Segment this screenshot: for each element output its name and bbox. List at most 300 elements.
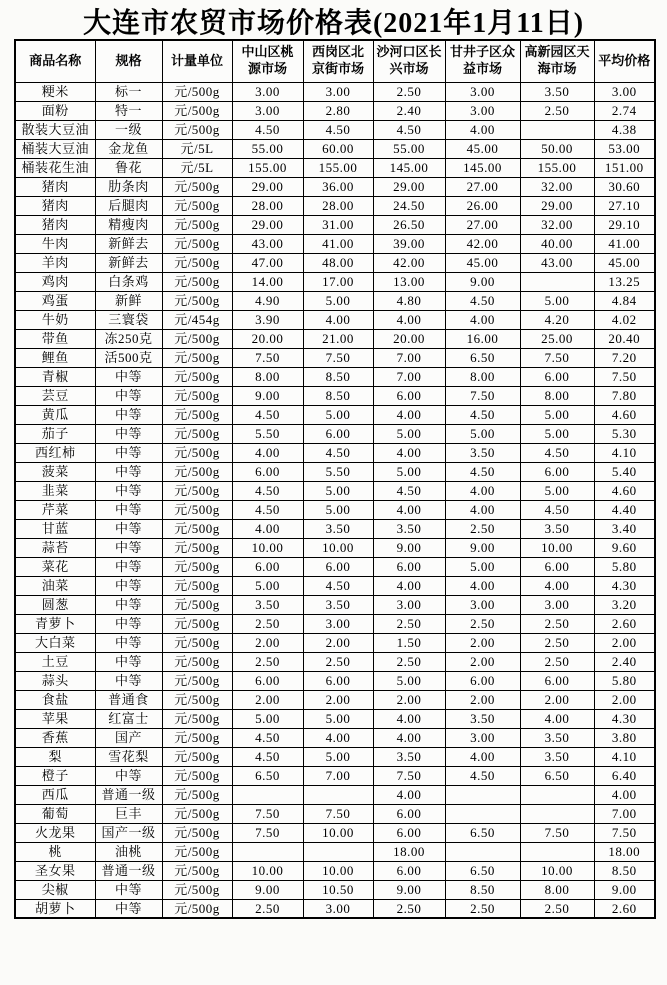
price-cell: 3.00 (445, 728, 520, 747)
product-name-cell: 桶装大豆油 (15, 139, 95, 158)
price-cell: 2.50 (520, 101, 594, 120)
price-cell: 2.00 (445, 690, 520, 709)
spec-cell: 中等 (95, 462, 162, 481)
page-title: 大连市农贸市场价格表(2021年1月11日) (82, 8, 585, 39)
price-cell: 7.50 (445, 386, 520, 405)
price-cell: 6.00 (232, 557, 303, 576)
unit-cell: 元/500g (162, 291, 232, 310)
price-cell: 8.00 (445, 367, 520, 386)
price-cell: 29.00 (232, 215, 303, 234)
average-price-cell: 4.30 (594, 709, 655, 728)
price-cell: 5.00 (232, 576, 303, 595)
unit-cell: 元/500g (162, 386, 232, 405)
price-cell: 2.40 (373, 101, 445, 120)
price-cell: 20.00 (232, 329, 303, 348)
spec-cell: 普通一级 (95, 861, 162, 880)
average-price-cell: 4.60 (594, 481, 655, 500)
price-cell: 7.00 (303, 766, 373, 785)
price-cell: 4.00 (445, 576, 520, 595)
price-cell: 24.50 (373, 196, 445, 215)
price-cell: 2.80 (303, 101, 373, 120)
average-price-cell: 4.10 (594, 443, 655, 462)
spec-cell: 中等 (95, 671, 162, 690)
spec-cell: 普通一级 (95, 785, 162, 804)
price-cell: 41.00 (303, 234, 373, 253)
unit-cell: 元/500g (162, 671, 232, 690)
price-cell: 32.00 (520, 177, 594, 196)
spec-cell: 中等 (95, 633, 162, 652)
price-cell: 2.50 (520, 899, 594, 918)
price-cell (445, 804, 520, 823)
price-cell: 3.00 (445, 595, 520, 614)
unit-cell: 元/5L (162, 139, 232, 158)
unit-cell: 元/500g (162, 804, 232, 823)
table-row (15, 652, 655, 671)
unit-cell: 元/500g (162, 576, 232, 595)
average-price-cell: 2.00 (594, 690, 655, 709)
unit-cell: 元/500g (162, 253, 232, 272)
price-cell: 6.00 (445, 671, 520, 690)
product-name-cell: 油菜 (15, 576, 95, 595)
spec-cell: 精瘦肉 (95, 215, 162, 234)
price-cell: 7.00 (373, 348, 445, 367)
average-price-cell: 27.10 (594, 196, 655, 215)
table-row (15, 120, 655, 139)
average-price-cell: 2.74 (594, 101, 655, 120)
table-row (15, 804, 655, 823)
table-row (15, 614, 655, 633)
spec-cell: 中等 (95, 899, 162, 918)
table-row (15, 538, 655, 557)
product-name-cell: 菠菜 (15, 462, 95, 481)
price-cell: 42.00 (445, 234, 520, 253)
table-row (15, 785, 655, 804)
table-row (15, 842, 655, 861)
product-name-cell: 蒜头 (15, 671, 95, 690)
average-price-cell: 4.10 (594, 747, 655, 766)
average-price-cell: 18.00 (594, 842, 655, 861)
price-cell: 4.50 (232, 120, 303, 139)
price-cell: 155.00 (303, 158, 373, 177)
price-cell: 4.00 (520, 709, 594, 728)
price-cell: 21.00 (303, 329, 373, 348)
price-cell: 3.90 (232, 310, 303, 329)
product-name-cell: 胡萝卜 (15, 899, 95, 918)
price-cell (520, 842, 594, 861)
spec-cell: 金龙鱼 (95, 139, 162, 158)
unit-cell: 元/500g (162, 633, 232, 652)
price-cell: 29.00 (232, 177, 303, 196)
table-body (15, 82, 655, 918)
price-cell: 8.00 (520, 880, 594, 899)
price-cell: 42.00 (373, 253, 445, 272)
price-cell: 29.00 (520, 196, 594, 215)
price-cell: 6.00 (373, 804, 445, 823)
table-row (15, 519, 655, 538)
price-cell: 6.00 (232, 671, 303, 690)
spec-cell: 冻250克 (95, 329, 162, 348)
price-cell: 5.00 (303, 747, 373, 766)
spec-cell: 标一 (95, 82, 162, 101)
unit-cell: 元/500g (162, 101, 232, 120)
average-price-cell: 5.80 (594, 557, 655, 576)
price-cell: 4.00 (373, 443, 445, 462)
price-cell: 7.50 (232, 823, 303, 842)
price-cell: 4.00 (303, 310, 373, 329)
price-cell: 2.00 (520, 690, 594, 709)
price-cell: 8.50 (303, 367, 373, 386)
spec-cell: 中等 (95, 519, 162, 538)
unit-cell: 元/500g (162, 82, 232, 101)
spec-cell: 中等 (95, 481, 162, 500)
price-cell: 2.00 (373, 690, 445, 709)
table-row (15, 82, 655, 101)
price-cell: 27.00 (445, 215, 520, 234)
average-price-cell: 4.38 (594, 120, 655, 139)
unit-cell: 元/500g (162, 709, 232, 728)
spec-cell: 红富士 (95, 709, 162, 728)
price-cell: 6.00 (520, 462, 594, 481)
unit-cell: 元/500g (162, 538, 232, 557)
price-cell: 5.00 (303, 481, 373, 500)
price-cell: 4.00 (232, 443, 303, 462)
unit-cell: 元/500g (162, 842, 232, 861)
price-cell: 4.00 (232, 519, 303, 538)
price-cell: 6.50 (445, 348, 520, 367)
table-row (15, 671, 655, 690)
price-cell: 4.50 (232, 728, 303, 747)
average-price-cell: 4.84 (594, 291, 655, 310)
price-cell: 5.00 (303, 405, 373, 424)
price-cell: 3.50 (373, 747, 445, 766)
price-cell: 4.50 (232, 481, 303, 500)
price-cell: 4.50 (520, 443, 594, 462)
price-cell: 8.00 (520, 386, 594, 405)
price-cell: 7.50 (232, 804, 303, 823)
price-cell: 28.00 (303, 196, 373, 215)
price-cell: 4.50 (445, 462, 520, 481)
price-cell: 5.00 (520, 291, 594, 310)
price-cell: 4.50 (232, 500, 303, 519)
price-cell: 2.00 (303, 633, 373, 652)
spec-cell: 中等 (95, 766, 162, 785)
average-price-cell: 2.00 (594, 633, 655, 652)
unit-cell: 元/454g (162, 310, 232, 329)
price-cell (232, 785, 303, 804)
product-name-cell: 土豆 (15, 652, 95, 671)
price-cell: 5.00 (445, 424, 520, 443)
price-cell: 2.00 (232, 633, 303, 652)
table-row (15, 690, 655, 709)
product-name-cell: 橙子 (15, 766, 95, 785)
price-cell: 4.00 (373, 500, 445, 519)
unit-cell: 元/500g (162, 690, 232, 709)
unit-cell: 元/500g (162, 519, 232, 538)
price-cell: 5.00 (232, 709, 303, 728)
price-cell: 13.00 (373, 272, 445, 291)
price-cell: 20.00 (373, 329, 445, 348)
product-name-cell: 桶装花生油 (15, 158, 95, 177)
product-name-cell: 桃 (15, 842, 95, 861)
product-name-cell: 芸豆 (15, 386, 95, 405)
price-cell: 6.00 (520, 557, 594, 576)
price-cell: 6.00 (520, 671, 594, 690)
price-cell: 6.50 (445, 823, 520, 842)
spec-cell: 白条鸡 (95, 272, 162, 291)
price-cell: 4.50 (232, 405, 303, 424)
price-cell: 5.00 (373, 671, 445, 690)
price-cell: 3.00 (520, 595, 594, 614)
table-row (15, 348, 655, 367)
product-name-cell: 苹果 (15, 709, 95, 728)
average-price-cell: 7.20 (594, 348, 655, 367)
table-row (15, 443, 655, 462)
spec-cell: 中等 (95, 557, 162, 576)
spec-cell: 雪花梨 (95, 747, 162, 766)
average-price-cell: 4.02 (594, 310, 655, 329)
table-row (15, 234, 655, 253)
price-cell: 3.50 (445, 443, 520, 462)
price-cell: 7.50 (303, 348, 373, 367)
price-cell: 3.50 (520, 82, 594, 101)
price-cell: 8.00 (232, 367, 303, 386)
price-cell: 43.00 (232, 234, 303, 253)
average-price-cell: 6.40 (594, 766, 655, 785)
price-cell: 55.00 (232, 139, 303, 158)
price-cell: 4.00 (373, 405, 445, 424)
price-cell: 5.00 (303, 709, 373, 728)
price-cell: 10.00 (303, 538, 373, 557)
price-cell: 6.00 (373, 823, 445, 842)
unit-cell: 元/500g (162, 861, 232, 880)
average-price-cell: 53.00 (594, 139, 655, 158)
price-cell: 5.00 (520, 405, 594, 424)
spec-cell: 国产 (95, 728, 162, 747)
price-cell: 4.50 (373, 120, 445, 139)
average-price-cell: 9.60 (594, 538, 655, 557)
spec-cell: 活500克 (95, 348, 162, 367)
unit-cell: 元/500g (162, 785, 232, 804)
average-price-cell: 7.80 (594, 386, 655, 405)
price-cell: 2.50 (373, 82, 445, 101)
price-cell: 9.00 (445, 538, 520, 557)
price-cell: 2.50 (232, 614, 303, 633)
unit-cell: 元/500g (162, 481, 232, 500)
average-price-cell: 3.40 (594, 519, 655, 538)
column-header: 商品名称 (15, 40, 95, 82)
unit-cell: 元/500g (162, 557, 232, 576)
price-cell (232, 842, 303, 861)
average-price-cell: 151.00 (594, 158, 655, 177)
unit-cell: 元/500g (162, 899, 232, 918)
price-cell: 50.00 (520, 139, 594, 158)
average-price-cell: 4.60 (594, 405, 655, 424)
price-cell (520, 804, 594, 823)
unit-cell: 元/500g (162, 367, 232, 386)
table-row (15, 291, 655, 310)
price-cell: 48.00 (303, 253, 373, 272)
average-price-cell: 7.50 (594, 823, 655, 842)
spec-cell: 鲁花 (95, 158, 162, 177)
spec-cell: 中等 (95, 538, 162, 557)
table-row (15, 880, 655, 899)
table-row (15, 424, 655, 443)
price-cell: 40.00 (520, 234, 594, 253)
column-header: 甘井子区众益市场 (445, 40, 520, 82)
product-name-cell: 菜花 (15, 557, 95, 576)
product-name-cell: 葡萄 (15, 804, 95, 823)
spec-cell: 三寰袋 (95, 310, 162, 329)
product-name-cell: 面粉 (15, 101, 95, 120)
price-cell (520, 272, 594, 291)
table-row (15, 709, 655, 728)
price-cell: 4.00 (373, 576, 445, 595)
average-price-cell: 7.00 (594, 804, 655, 823)
column-header: 西岗区北京街市场 (303, 40, 373, 82)
average-price-cell: 4.40 (594, 500, 655, 519)
table-row (15, 595, 655, 614)
product-name-cell: 蒜苔 (15, 538, 95, 557)
spec-cell: 中等 (95, 595, 162, 614)
product-name-cell: 梨 (15, 747, 95, 766)
product-name-cell: 猪肉 (15, 196, 95, 215)
average-price-cell: 2.60 (594, 614, 655, 633)
table-row (15, 329, 655, 348)
price-cell: 5.00 (520, 481, 594, 500)
price-cell: 5.50 (303, 462, 373, 481)
spec-cell: 中等 (95, 500, 162, 519)
price-cell: 4.80 (373, 291, 445, 310)
unit-cell: 元/500g (162, 462, 232, 481)
price-cell: 2.50 (445, 614, 520, 633)
price-cell: 4.90 (232, 291, 303, 310)
spec-cell: 中等 (95, 424, 162, 443)
price-cell: 4.50 (520, 500, 594, 519)
price-cell: 155.00 (232, 158, 303, 177)
table-row (15, 766, 655, 785)
unit-cell: 元/500g (162, 443, 232, 462)
price-cell: 10.50 (303, 880, 373, 899)
price-cell: 6.00 (303, 557, 373, 576)
price-cell: 4.50 (445, 766, 520, 785)
price-cell: 10.00 (232, 538, 303, 557)
price-cell: 5.00 (303, 291, 373, 310)
spec-cell: 中等 (95, 652, 162, 671)
table-row (15, 462, 655, 481)
table-row (15, 405, 655, 424)
table-row (15, 747, 655, 766)
average-price-cell: 13.25 (594, 272, 655, 291)
average-price-cell: 20.40 (594, 329, 655, 348)
price-cell: 3.50 (303, 519, 373, 538)
product-name-cell: 西瓜 (15, 785, 95, 804)
unit-cell: 元/500g (162, 728, 232, 747)
price-cell: 60.00 (303, 139, 373, 158)
price-cell: 6.50 (520, 766, 594, 785)
table-row (15, 728, 655, 747)
product-name-cell: 西红柿 (15, 443, 95, 462)
unit-cell: 元/500g (162, 196, 232, 215)
price-cell: 2.50 (232, 899, 303, 918)
price-cell: 3.00 (445, 101, 520, 120)
spec-cell: 巨丰 (95, 804, 162, 823)
price-cell: 3.00 (232, 82, 303, 101)
price-cell: 3.00 (303, 614, 373, 633)
price-cell: 7.50 (520, 348, 594, 367)
unit-cell: 元/5L (162, 158, 232, 177)
price-cell: 4.50 (445, 291, 520, 310)
table-row (15, 272, 655, 291)
price-cell: 145.00 (373, 158, 445, 177)
table-row (15, 633, 655, 652)
price-cell: 5.00 (373, 462, 445, 481)
price-cell: 9.00 (445, 272, 520, 291)
product-name-cell: 粳米 (15, 82, 95, 101)
product-name-cell: 青椒 (15, 367, 95, 386)
price-cell: 9.00 (232, 386, 303, 405)
spec-cell: 肋条肉 (95, 177, 162, 196)
price-cell: 155.00 (520, 158, 594, 177)
product-name-cell: 牛肉 (15, 234, 95, 253)
price-cell: 4.00 (303, 728, 373, 747)
table-row (15, 899, 655, 918)
price-cell: 2.50 (373, 899, 445, 918)
product-name-cell: 芹菜 (15, 500, 95, 519)
price-cell: 16.00 (445, 329, 520, 348)
price-cell: 7.50 (303, 804, 373, 823)
column-header: 沙河口区长兴市场 (373, 40, 445, 82)
price-cell: 27.00 (445, 177, 520, 196)
price-cell: 3.00 (445, 82, 520, 101)
unit-cell: 元/500g (162, 652, 232, 671)
price-cell: 6.00 (520, 367, 594, 386)
table-row (15, 367, 655, 386)
price-cell: 2.50 (520, 614, 594, 633)
column-header: 计量单位 (162, 40, 232, 82)
table-row (15, 310, 655, 329)
price-cell: 4.50 (232, 747, 303, 766)
price-cell: 2.00 (303, 690, 373, 709)
price-cell: 2.50 (373, 652, 445, 671)
price-cell: 36.00 (303, 177, 373, 196)
header-row (15, 40, 655, 82)
column-header: 规格 (95, 40, 162, 82)
price-cell: 2.50 (373, 614, 445, 633)
product-name-cell: 圆葱 (15, 595, 95, 614)
price-cell: 2.50 (303, 652, 373, 671)
product-name-cell: 鸡肉 (15, 272, 95, 291)
unit-cell: 元/500g (162, 234, 232, 253)
column-header: 中山区桃源市场 (232, 40, 303, 82)
price-cell: 4.00 (373, 785, 445, 804)
price-cell: 29.00 (373, 177, 445, 196)
average-price-cell: 4.00 (594, 785, 655, 804)
price-cell: 7.50 (373, 766, 445, 785)
average-price-cell: 3.20 (594, 595, 655, 614)
price-cell: 6.00 (373, 386, 445, 405)
price-cell: 4.00 (373, 709, 445, 728)
spec-cell: 后腿肉 (95, 196, 162, 215)
price-cell: 18.00 (373, 842, 445, 861)
price-cell: 4.50 (445, 405, 520, 424)
spec-cell: 中等 (95, 880, 162, 899)
table-row (15, 557, 655, 576)
unit-cell: 元/500g (162, 747, 232, 766)
price-cell: 4.00 (373, 728, 445, 747)
price-cell: 10.00 (520, 861, 594, 880)
product-name-cell: 甘蓝 (15, 519, 95, 538)
price-cell: 7.50 (232, 348, 303, 367)
